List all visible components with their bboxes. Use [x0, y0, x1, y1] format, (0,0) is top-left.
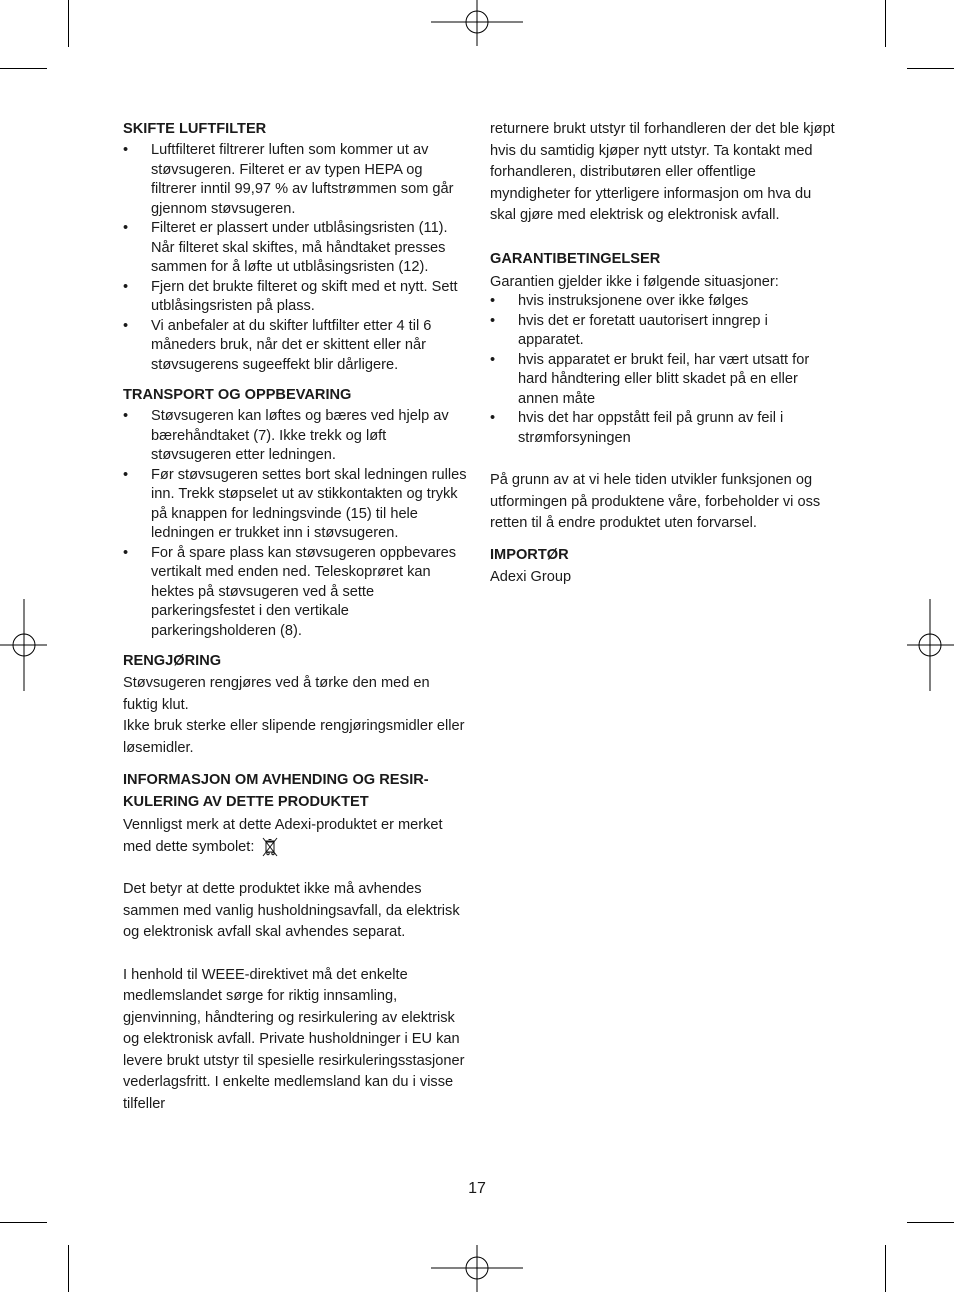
- paragraph: Det betyr at dette produktet ikke må avhendes sammen med vanlig husholdningsavfall, da elektrisk og elektronisk avfall skal avhendes separat.: [123, 881, 460, 940]
- section-importer: [490, 545, 835, 589]
- weee-sentence: Vennligst merk at dette Adexi-produktet er merket med dette symbolet:: [123, 817, 443, 855]
- registration-mark-top: [431, 0, 523, 46]
- paragraph: Garantien gjelder ikke i følgende situasjoner:: [490, 273, 779, 290]
- bullet-list: [490, 292, 835, 448]
- list-item: • Støvsugeren kan løftes og bæres ved hjelp av bærehåndtaket (7). Ikke trekk og løft støvsugeren etter ledningen.: [123, 407, 468, 466]
- right-column: [490, 119, 835, 588]
- bullet-list: [123, 141, 468, 375]
- list-item: • For å spare plass kan støvsugeren oppbevares vertikalt med enden ned. Teleskoprøret kan hektes på støvsugeren ved å sette parkeringsfestet i den vertikale parkeringsholderen (8).: [123, 544, 468, 642]
- paragraph: I henhold til WEEE-direktivet må det enkelte medlemslandet sørge for riktig innsamling, gjenvinning, håndtering og resirkulering av elektrisk og elektronisk avfall. Private husholdninger i EU kan levere brukt utstyr til spesielle resirkuleringsstasjoner vederlagsfritt. I enkelte medlemsland kan du i visse tilfeller: [123, 966, 465, 1112]
- list-item: • hvis det er foretatt uautorisert inngrep i apparatet.: [490, 312, 835, 351]
- list-item: • Luftfilteret filtrerer luften som kommer ut av støvsugeren. Filteret er av typen HEPA og filtrerer inntil 99,97 % av luftstrømmen som går gjennom støvsugeren.: [123, 141, 468, 219]
- section-heading: GARANTIBETINGELSER: [490, 250, 661, 267]
- paragraph-continued: returnere brukt utstyr til forhandleren der det ble kjøpt hvis du samtidig kjøper nytt utstyr. Ta kontakt med forhandleren, distributøren eller offentlige myndigheter for ytterligere informasjon om hva du skal gjøre med elektrisk og elektronisk avfall.: [490, 121, 835, 223]
- page-number: 17: [468, 1180, 486, 1197]
- section-heading: TRANSPORT OG OPPBEVARING: [123, 387, 352, 403]
- paragraph: Støvsugeren rengjøres ved å tørke den med en fuktig klut.: [123, 675, 430, 713]
- section-cleaning: [123, 651, 468, 759]
- paragraph: På grunn av at vi hele tiden utvikler funksjonen og utformingen på produktene våre, forbeholder vi oss retten til å endre produktet uten forvarsel.: [490, 472, 821, 531]
- left-column: [123, 119, 468, 1115]
- section-heading: INFORMASJON OM AVHENDING OG RESIR-KULERING AV DETTE PRODUKTET: [123, 772, 429, 810]
- paragraph: [123, 815, 468, 858]
- paragraph: Ikke bruk sterke eller slipende rengjøringsmidler eller løsemidler.: [123, 718, 465, 756]
- registration-mark-bottom: [431, 1245, 523, 1292]
- crossed-out-wheelie-bin-icon: [262, 837, 278, 857]
- registration-mark-left: [0, 599, 47, 691]
- bullet-list: [123, 407, 468, 641]
- list-item: • Vi anbefaler at du skifter luftfilter etter 4 til 6 måneders bruk, når det er skittent eller når støvsugerens sugeeffekt blir dårligere.: [123, 317, 468, 376]
- list-item: • Fjern det brukte filteret og skift med et nytt. Sett utblåsingsristen på plass.: [123, 278, 468, 317]
- section-change-air-filter: [123, 119, 468, 375]
- registration-mark-right: [907, 599, 954, 691]
- section-warranty: [490, 249, 835, 449]
- importer-name: Adexi Group: [490, 568, 572, 585]
- section-heading: RENGJØRING: [123, 653, 222, 669]
- section-heading: IMPORTØR: [490, 546, 569, 563]
- list-item: • Før støvsugeren settes bort skal ledningen rulles inn. Trekk støpselet ut av stikkontakten og trykk på knappen for ledningsvinde (15) til hele ledningen er trukket inn i støvsugeren.: [123, 466, 468, 544]
- list-item: • hvis apparatet er brukt feil, har vært utsatt for hard håndtering eller blitt skadet på en eller annen måte: [490, 351, 835, 410]
- section-transport-storage: [123, 385, 468, 641]
- section-heading: SKIFTE LUFTFILTER: [123, 121, 267, 137]
- section-disposal-recycling: [123, 769, 468, 1115]
- list-item: • hvis det har oppstått feil på grunn av feil i strømforsyningen: [490, 409, 835, 448]
- list-item: • hvis instruksjonene over ikke følges: [490, 292, 835, 312]
- list-item: • Filteret er plassert under utblåsingsristen (11). Når filteret skal skiftes, må håndtaket presses sammen for å løfte ut utblåsingsristen (12).: [123, 219, 468, 278]
